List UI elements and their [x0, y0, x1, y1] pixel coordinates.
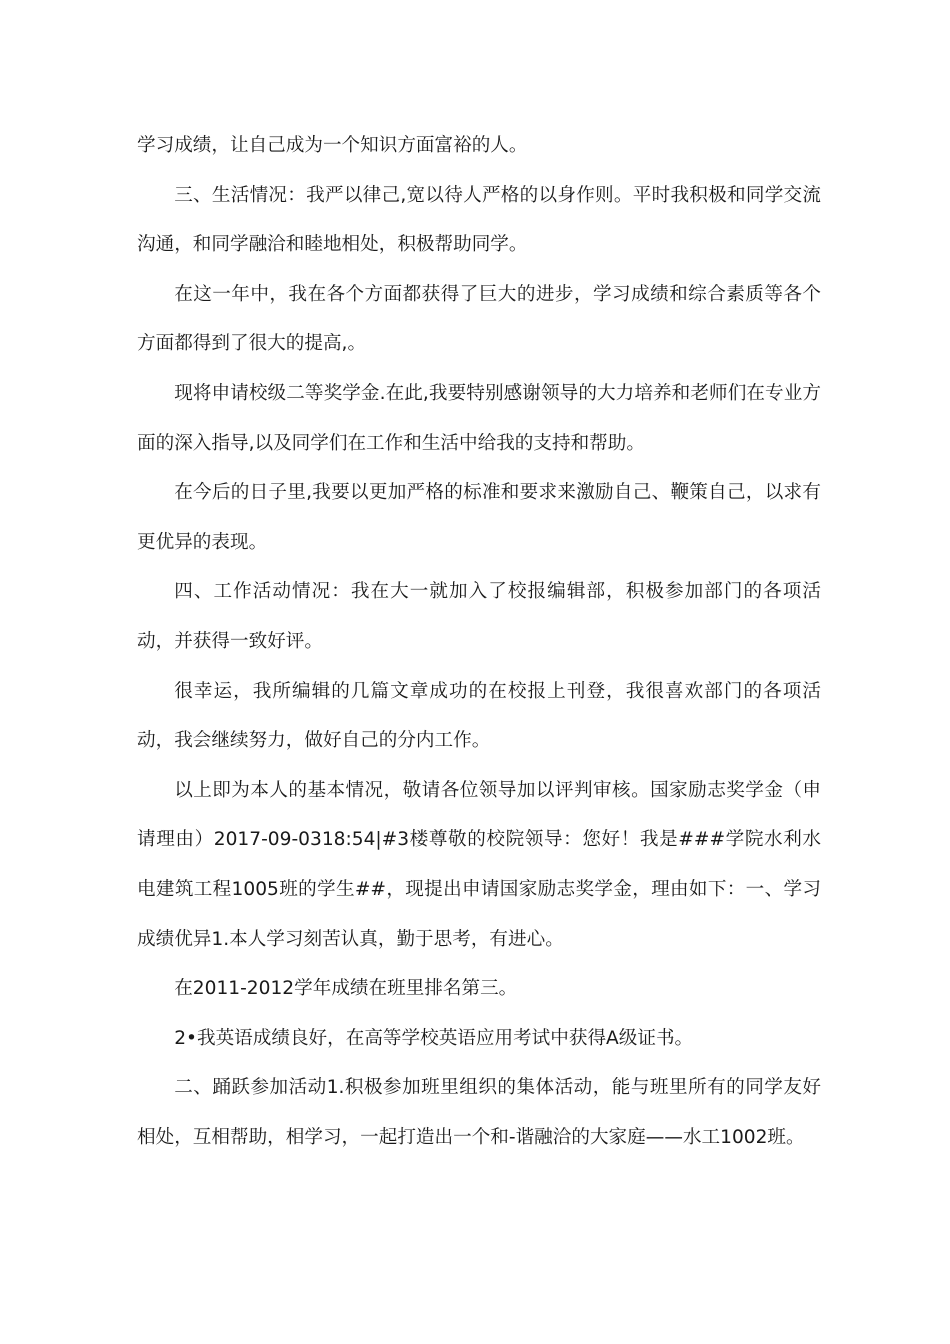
paragraph-editing: 很幸运，我所编辑的几篇文章成功的在校报上刊登，我很喜欢部门的各项活动，我会继续努力，做好自己的分内工作。: [137, 680, 821, 752]
paragraph-activities: 二、踊跃参加活动1.积极参加班里组织的集体活动，能与班里所有的同学友好相处，互相帮助，相学习，一起打造出一个和-谐融洽的大家庭——水工1002班。: [137, 1077, 821, 1148]
paragraph-application: 以上即为本人的基本情况，敬请各位领导加以评判审核。国家励志奖学金（申请理由）2017-09-0318:54|#3楼尊敬的校院领导：您好！我是###学院水利水电建筑工程1005班的学生##，现提出申请国家励志奖学金，理由如下：一、学习成绩优异1.本人学习刻苦认真，勤于思考，有进心。: [137, 779, 821, 950]
paragraph-ranking: 在2011-2012学年成绩在班里排名第三。: [174, 978, 518, 1000]
paragraph-continuation: 学习成绩，让自己成为一个知识方面富裕的人。: [137, 135, 528, 156]
paragraph-scholarship-thanks: 现将申请校级二等奖学金.在此,我要特别感谢领导的大力培养和老师们在专业方面的深入指导,以及同学们在工作和生活中给我的支持和帮助。: [137, 382, 821, 454]
paragraph-progress: 在这一年中，我在各个方面都获得了巨大的进步，学习成绩和综合素质等各个方面都得到了很大的提高,。: [137, 283, 821, 355]
document-body: [137, 121, 821, 1162]
paragraph-living-situation: 三、生活情况：我严以律己,宽以待人严格的以身作则。平时我积极和同学交流沟通，和同学融洽和睦地相处，积极帮助同学。: [137, 184, 821, 256]
paragraph-work-activities: 四、工作活动情况：我在大一就加入了校报编辑部，积极参加部门的各项活动，并获得一致好评。: [137, 581, 821, 652]
paragraph-english: 2•我英语成绩良好，在高等学校英语应用考试中获得A级证书。: [174, 1027, 694, 1049]
paragraph-future: 在今后的日子里,我要以更加严格的标准和要求来激励自己、鞭策自己，以求有更优异的表现。: [137, 482, 821, 553]
